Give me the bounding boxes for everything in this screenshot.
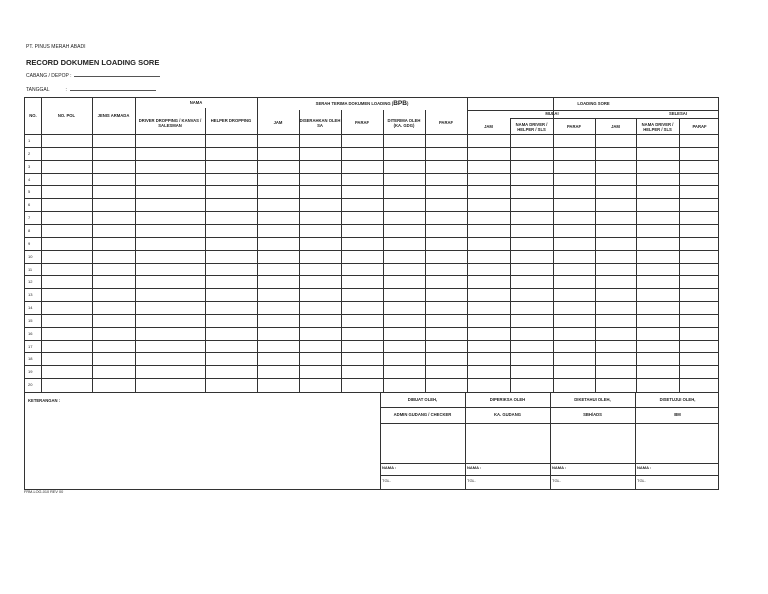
grid-line bbox=[380, 463, 718, 464]
grid-line bbox=[425, 110, 426, 392]
nama-field-4: NAMA : bbox=[637, 465, 652, 470]
col-nopol-header: NO. POL bbox=[57, 113, 76, 119]
table-row bbox=[25, 263, 718, 264]
grid-line bbox=[41, 98, 42, 392]
tgl-field-3: TGL. bbox=[552, 478, 561, 483]
grid-line bbox=[257, 98, 258, 392]
row-number: 6 bbox=[28, 202, 31, 208]
tgl-field-2: TGL. bbox=[467, 478, 476, 483]
row-number: 12 bbox=[28, 279, 33, 285]
row-number: 17 bbox=[28, 343, 33, 349]
branch-field bbox=[26, 72, 160, 79]
role-admin-gudang: ADMIN GUDANG / CHECKER bbox=[393, 412, 452, 418]
disetujui-oleh-label: DISETUJUI OLEH, bbox=[659, 397, 696, 403]
grid-line bbox=[553, 98, 554, 392]
row-number: 16 bbox=[28, 330, 33, 336]
grid-line bbox=[383, 110, 384, 392]
role-bm: BM bbox=[674, 412, 681, 418]
nama-field-1: NAMA : bbox=[382, 465, 397, 470]
group-serah-prefix: SERAH TERIMA DOKUMEN LOADING ( bbox=[315, 101, 394, 107]
col-paraf-mulai-header: PARAF bbox=[566, 124, 582, 130]
row-number: 5 bbox=[28, 189, 31, 195]
tgl-field-4: TGL. bbox=[637, 478, 646, 483]
table-row bbox=[25, 185, 718, 186]
nama-field-3: NAMA : bbox=[552, 465, 567, 470]
row-number: 19 bbox=[28, 369, 33, 375]
col-diserahkan-header: DISERAHKAN OLEH SA bbox=[299, 117, 341, 128]
row-number: 8 bbox=[28, 227, 31, 233]
loading-record-table bbox=[24, 97, 719, 393]
form-title: RECORD DOKUMEN LOADING SORE bbox=[26, 58, 160, 67]
diketahui-oleh-label: DIKETAHUI OLEH, bbox=[574, 397, 611, 403]
grid-line bbox=[92, 98, 93, 392]
row-number: 7 bbox=[28, 215, 31, 221]
table-row bbox=[25, 275, 718, 276]
table-row bbox=[25, 365, 718, 366]
table-row bbox=[25, 340, 718, 341]
grid-line bbox=[299, 110, 300, 392]
table-row bbox=[25, 147, 718, 148]
row-number: 3 bbox=[28, 163, 31, 169]
table-row bbox=[25, 173, 718, 174]
col-helper-header: HELPER DROPPING bbox=[210, 118, 252, 124]
row-number: 9 bbox=[28, 240, 31, 246]
table-row bbox=[25, 352, 718, 353]
table-row bbox=[25, 301, 718, 302]
sub-selesai-header: SELESAI bbox=[669, 111, 687, 117]
table-row bbox=[25, 211, 718, 212]
col-paraf-sa-header: PARAF bbox=[354, 120, 370, 126]
group-nama-header: NAMA bbox=[189, 100, 203, 106]
grid-line bbox=[380, 475, 718, 476]
signature-section bbox=[24, 393, 719, 490]
row-number: 20 bbox=[28, 382, 33, 388]
sub-mulai-header: MULAI bbox=[545, 111, 559, 117]
table-row bbox=[25, 250, 718, 251]
nama-field-2: NAMA : bbox=[467, 465, 482, 470]
grid-line bbox=[380, 423, 718, 424]
row-number: 1 bbox=[28, 138, 31, 143]
row-number: 13 bbox=[28, 292, 33, 298]
table-row bbox=[25, 198, 718, 199]
grid-line bbox=[467, 98, 468, 392]
group-serah-bpb: BPB bbox=[393, 99, 407, 107]
role-ka-gudang: KA. GUDANG bbox=[494, 412, 521, 418]
dibuat-oleh-label: DIBUAT OLEH, bbox=[407, 397, 438, 403]
date-label: TANGGAL bbox=[26, 87, 50, 93]
group-loading-sore-header: LOADING SORE bbox=[577, 101, 610, 107]
tgl-field-1: TGL. bbox=[382, 478, 391, 483]
diperiksa-oleh-label: DIPERIKSA OLEH bbox=[489, 397, 526, 403]
group-serah-terima-header bbox=[257, 98, 467, 110]
keterangan-label: KETERANGAN : bbox=[28, 398, 61, 403]
col-paraf-gdg-header: PARAF bbox=[438, 120, 454, 126]
branch-label: CABANG / DEPOP : bbox=[26, 73, 72, 79]
table-row bbox=[25, 237, 718, 238]
date-blank-line bbox=[70, 86, 156, 91]
row-number: 18 bbox=[28, 356, 33, 362]
col-nama-driver-mulai-header: NAMA DRIVER / HELPER / SLS bbox=[515, 121, 548, 132]
company-name: PT. PINUS MERAH ABADI bbox=[26, 44, 86, 50]
col-jam-selesai-header: JAM bbox=[611, 124, 620, 130]
col-jam-serah-header: JAM bbox=[273, 120, 283, 126]
table-row bbox=[25, 160, 718, 161]
role-sbh-ads: SBH/ADS bbox=[583, 412, 602, 418]
table-row bbox=[25, 224, 718, 225]
table-row bbox=[25, 314, 718, 315]
group-serah-suffix: ) bbox=[406, 101, 409, 107]
col-driver-header: DRIVER DROPPING / KANVAS / SALESMAN bbox=[138, 117, 202, 128]
grid-line bbox=[341, 110, 342, 392]
col-no-header: NO. bbox=[29, 113, 37, 119]
date-colon: : bbox=[65, 87, 67, 93]
row-number: 11 bbox=[28, 266, 33, 272]
table-row bbox=[25, 288, 718, 289]
form-code: FRM-LOG-010 REV 00 bbox=[24, 490, 64, 494]
row-number: 14 bbox=[28, 305, 33, 311]
table-row bbox=[25, 134, 718, 135]
col-jam-mulai-header: JAM bbox=[484, 124, 493, 130]
branch-blank-line bbox=[74, 72, 160, 77]
col-nama-driver-selesai-header: NAMA DRIVER / HELPER / SLS bbox=[641, 121, 674, 132]
table-row bbox=[25, 378, 718, 379]
row-number: 2 bbox=[28, 150, 31, 156]
row-number: 4 bbox=[28, 176, 31, 182]
col-paraf-selesai-header: PARAF bbox=[692, 124, 707, 130]
row-number: 15 bbox=[28, 317, 33, 323]
col-diterima-header: DITERIMA OLEH (KA. GDG) bbox=[387, 117, 421, 128]
row-number: 10 bbox=[28, 253, 33, 259]
table-row bbox=[25, 327, 718, 328]
date-field bbox=[26, 86, 156, 93]
grid-line bbox=[135, 98, 136, 392]
col-armada-header: JENIS ARMADA bbox=[97, 113, 130, 119]
